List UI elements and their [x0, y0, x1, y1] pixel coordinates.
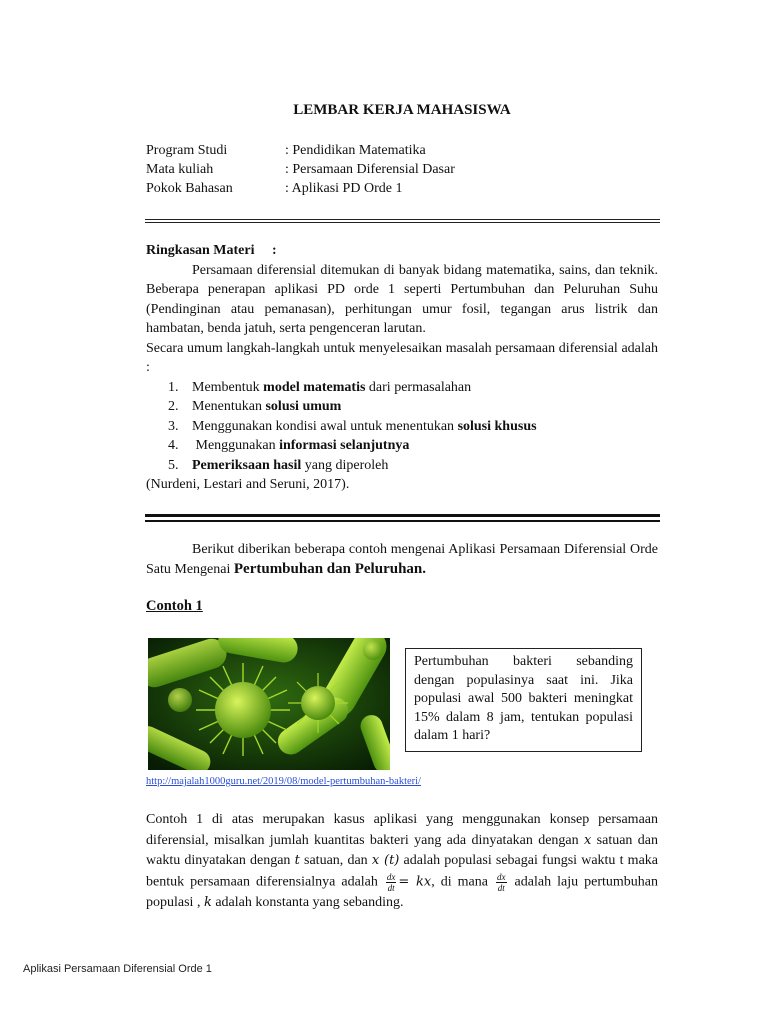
problem-statement-box: Pertumbuhan bakteri sebanding dengan populasinya saat ini. Jika populasi awal 500 bakteri meningkat 15% dalam 8 jam, tentukan populasi dalam 1 hari? — [405, 648, 642, 752]
meta-row-program — [146, 141, 666, 160]
summary-steps-intro: Secara umum langkah-langkah untuk menyelesaikan masalah persamaan diferensial adalah : — [146, 340, 658, 375]
bacteria-image — [148, 638, 390, 770]
meta-value: : Persamaan Diferensial Dasar — [285, 162, 455, 177]
meta-row-topic — [146, 179, 666, 198]
meta-value: : Aplikasi PD Orde 1 — [285, 181, 403, 196]
worksheet-title: LEMBAR KERJA MAHASISWA — [293, 102, 511, 118]
course-info — [146, 141, 666, 198]
meta-key: Mata kuliah — [146, 162, 214, 177]
list-item: 1. Membentuk model matematis dari permasalahan — [168, 379, 472, 395]
citation: (Nurdeni, Lestari and Seruni, 2017). — [146, 477, 350, 492]
summary-paragraph: Persamaan diferensial ditemukan di banyak bidang matematika, sains, dan teknik. Beberapa penerapan aplikasi PD orde 1 seperti Pertumbuhan dan Peluruhan Suhu (Pendinginan atau pemanasan), perhitungan umur fosil, tegangan arus listrik dan hambatan, benda jatuh, serta pengenceran larutan. — [146, 262, 658, 336]
derivative-fraction: $\frac{dx}{dt}$ — [497, 871, 506, 893]
meta-value: : Pendidikan Matematika — [285, 143, 426, 158]
steps-list — [146, 378, 658, 476]
list-item: 4. Menggunakan informasi selanjutnya — [168, 438, 410, 453]
header-divider — [145, 219, 660, 223]
meta-key: Program Studi — [146, 143, 228, 158]
example-1-explanation: Contoh 1 di atas merupakan kasus aplikasi yang menggunakan konsep persamaan diferensial, misalkan jumlah kuantitas bakteri yang ada dinyatakan dengan x satuan dan waktu dinyatakan dengan t satuan, dan x (t) adalah populasi sebagai fungsi waktu t maka bentuk persamaan diferensialnya adalah $\frac{dx}{dt}$ = kx, di mana $\frac{dx}{dt}$ adalah laju pertumbuhan populasi , k adalah konstanta yang sebanding. — [146, 812, 658, 910]
meta-row-course — [146, 160, 666, 179]
section-divider — [145, 514, 660, 521]
derivative-fraction: $\frac{dx}{dt}$ — [386, 871, 396, 893]
summary-section — [146, 241, 658, 495]
intro-paragraph: Berikut diberikan beberapa contoh mengenai Aplikasi Persamaan Diferensial Orde Satu Mengenai Pertumbuhan dan Peluruhan. — [146, 542, 658, 577]
list-item: 5. Pemeriksaan hasil yang diperoleh — [168, 457, 389, 473]
page-footer: Aplikasi Persamaan Diferensial Orde 1 — [23, 963, 212, 975]
list-item: 2. Menentukan solusi umum — [168, 399, 342, 414]
meta-key: Pokok Bahasan — [146, 181, 233, 196]
example-1-heading: Contoh 1 — [146, 598, 203, 614]
summary-heading: Ringkasan Materi : — [146, 243, 277, 258]
image-source-link[interactable]: http://majalah1000guru.net/2019/08/model-pertumbuhan-bakteri/ — [146, 776, 421, 787]
list-item: 3. Menggunakan kondisi awal untuk menentukan solusi khusus — [168, 418, 537, 434]
